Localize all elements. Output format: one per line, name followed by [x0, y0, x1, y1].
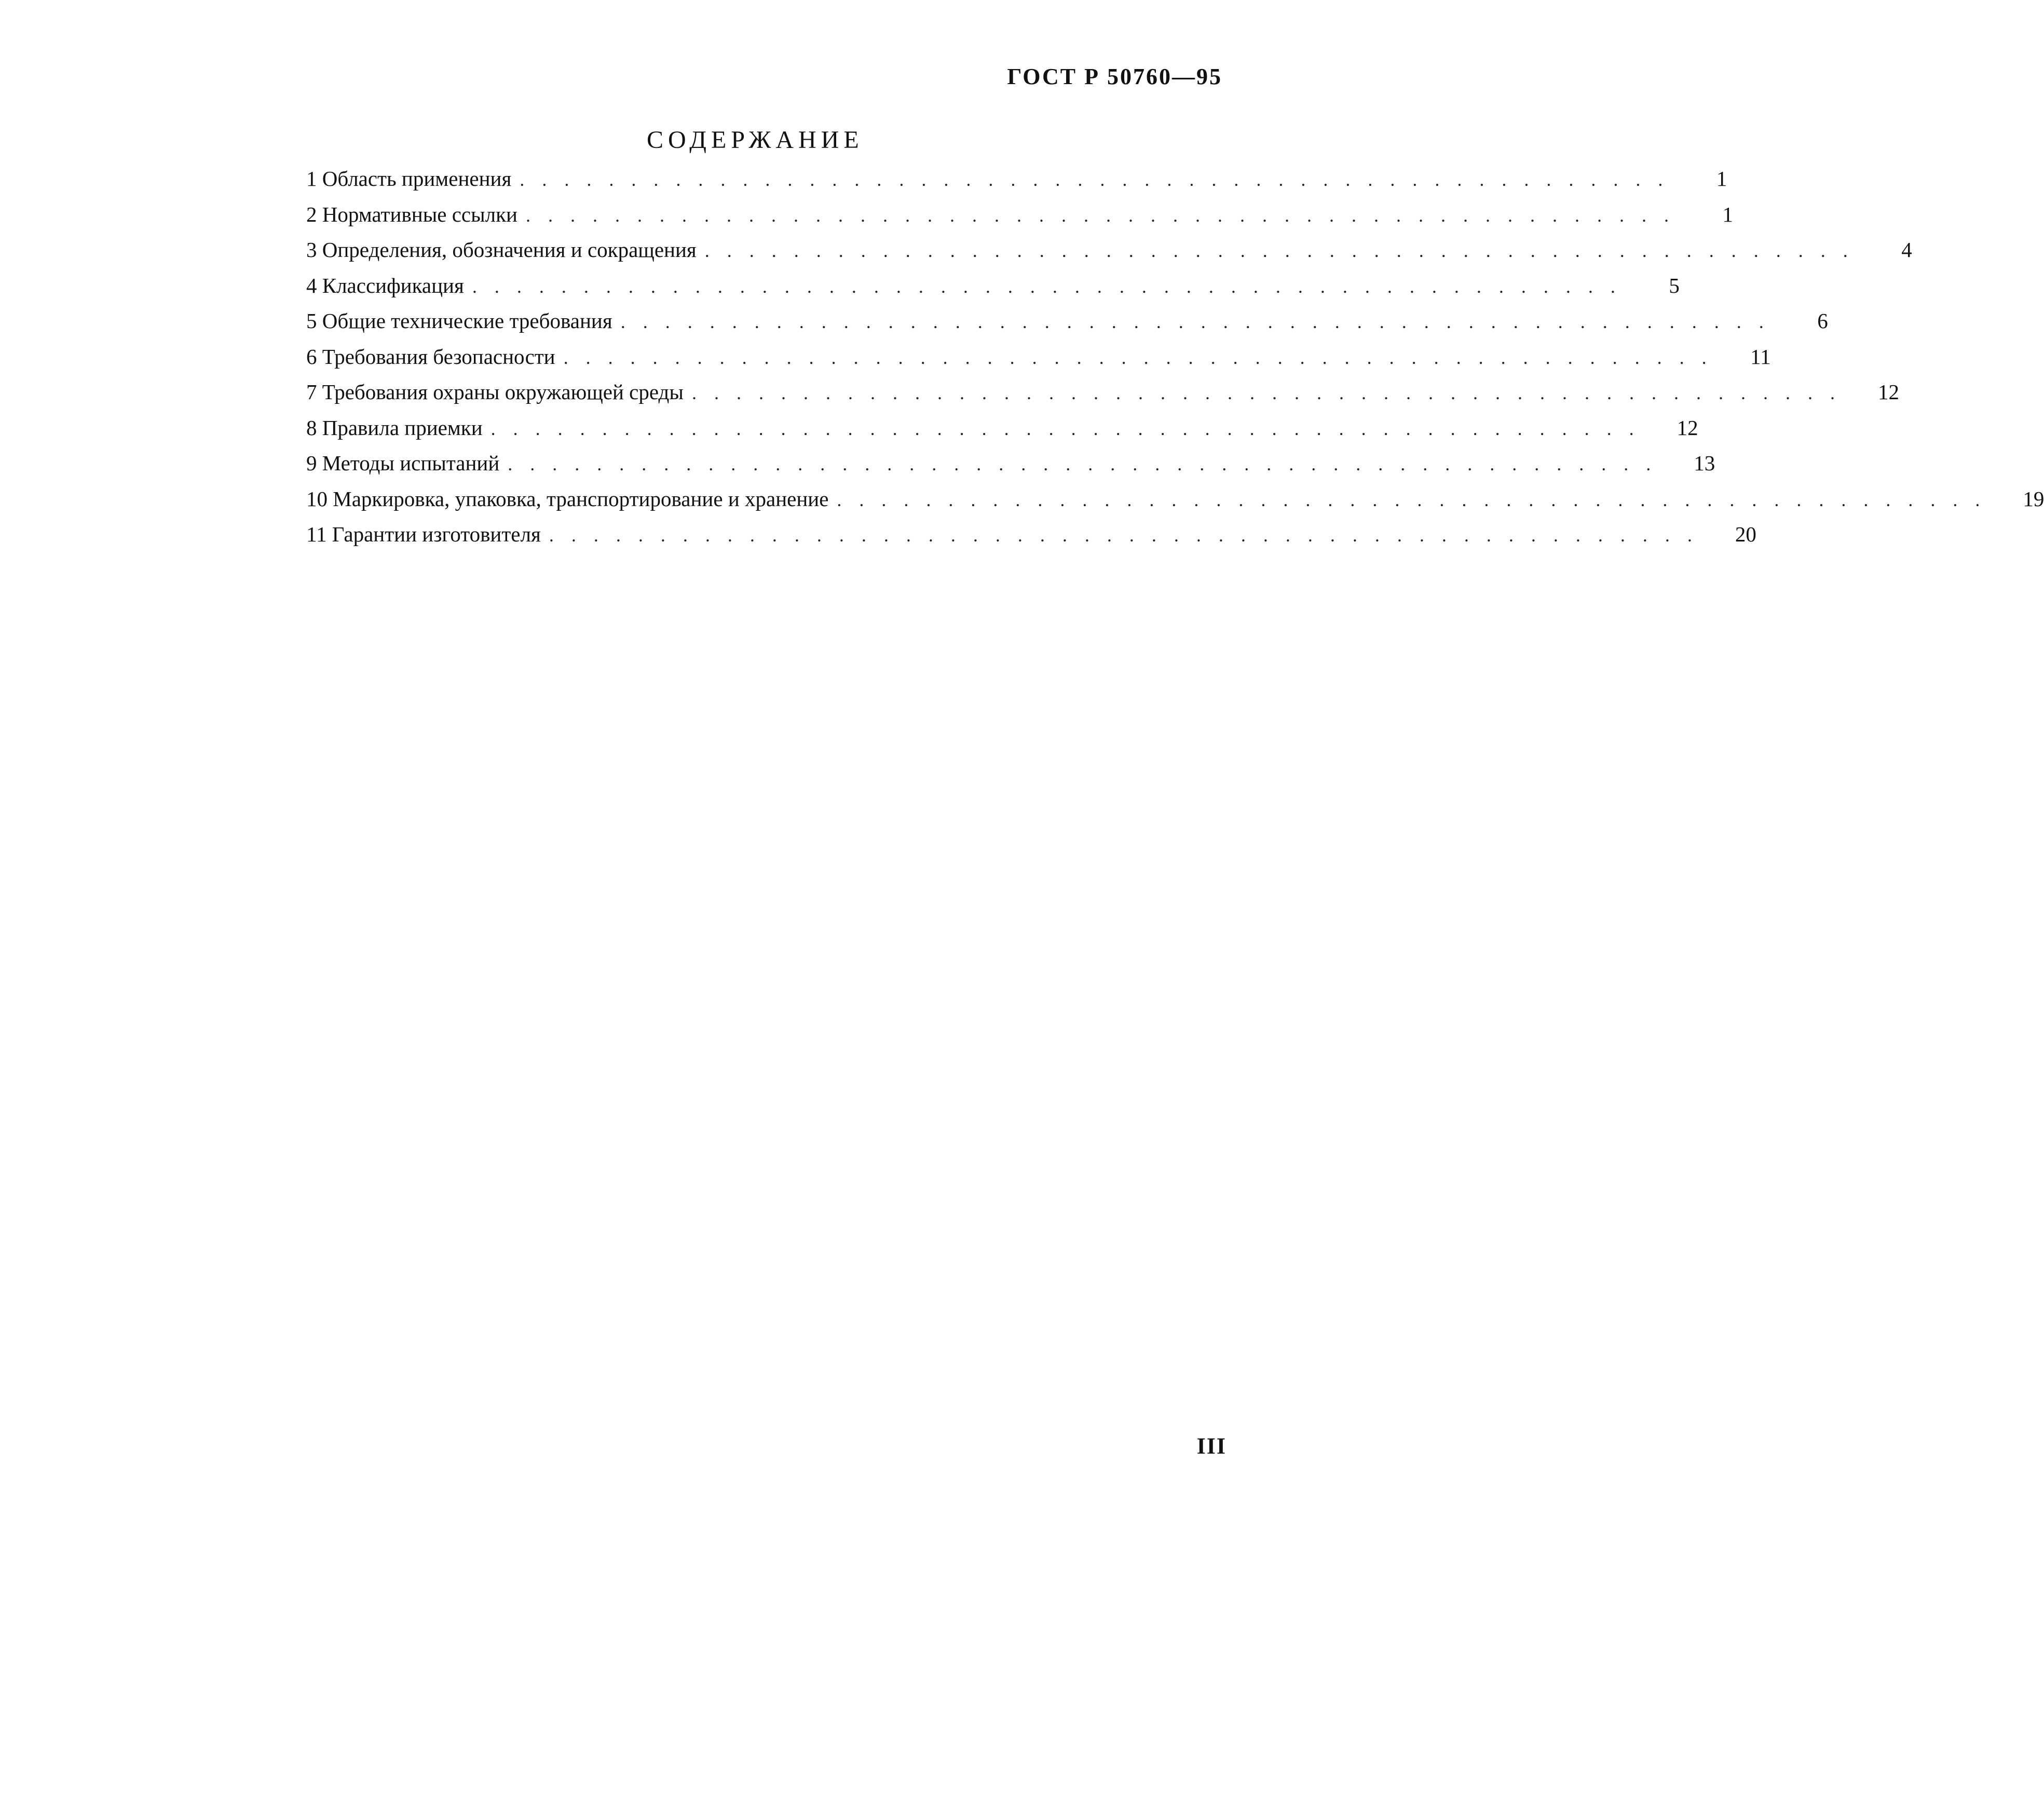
toc-entry-page: 5 [1669, 273, 1680, 297]
toc-entry-label: 7 Требования охраны окружающей среды [306, 380, 684, 404]
toc-leader-dots: .................................................... [525, 205, 1686, 226]
toc-entry-label: 5 Общие технические требования [306, 309, 612, 333]
toc-leader-dots: .................................................... [563, 347, 1724, 368]
toc-entry-page: 11 [1750, 344, 1771, 369]
toc-leader-dots: .................................................... [520, 169, 1681, 190]
toc-entry [306, 237, 1912, 273]
toc-leader-dots: .................................................... [508, 454, 1669, 474]
document-code: ГОСТ Р 50760—95 [1007, 64, 1222, 89]
toc-entry [306, 308, 1828, 344]
toc-entry-label: 2 Нормативные ссылки [306, 202, 517, 226]
toc-entry-label: 3 Определения, обозначения и сокращения [306, 238, 697, 262]
toc-entry-page: 1 [1716, 167, 1727, 191]
table-of-contents [306, 166, 2044, 558]
toc-leader-dots: .................................................... [549, 525, 1710, 546]
toc-entry-page: 19 [2023, 486, 2044, 511]
toc-leader-dots: .................................................... [620, 311, 1781, 332]
toc-entry [306, 486, 2044, 522]
toc-entry-label: 8 Правила приемки [306, 415, 483, 440]
toc-entry [306, 202, 1733, 238]
toc-leader-dots: .................................................... [691, 383, 1852, 403]
toc-entry-label: 6 Требования безопасности [306, 344, 555, 369]
toc-entry-label: 11 Гарантии изготовителя [306, 522, 541, 546]
toc-leader-dots: .................................................... [704, 240, 1865, 261]
toc-entry-page: 6 [1817, 309, 1828, 333]
toc-title: СОДЕРЖАНИЕ [647, 126, 864, 154]
toc-entry-label: 10 Маркировка, упаковка, транспортирование и хранение [306, 486, 829, 511]
toc-leader-dots: .................................................... [837, 489, 1998, 510]
toc-entry-page: 13 [1694, 451, 1715, 475]
toc-leader-dots: .................................................... [490, 418, 1652, 439]
toc-entry [306, 273, 1680, 309]
toc-entry-page: 4 [1901, 238, 1912, 262]
toc-leader-dots: .................................................... [472, 276, 1633, 297]
toc-entry-page: 12 [1677, 415, 1698, 440]
toc-entry [306, 379, 1899, 415]
toc-entry [306, 166, 1727, 202]
page-number: III [1196, 1433, 1227, 1459]
toc-entry [306, 522, 1756, 558]
toc-entry-page: 20 [1735, 522, 1756, 546]
toc-entry-page: 1 [1722, 202, 1733, 226]
toc-entry-label: 9 Методы испытаний [306, 451, 500, 475]
toc-entry [306, 415, 1698, 451]
toc-entry-page: 12 [1877, 380, 1899, 404]
toc-entry [306, 451, 1715, 486]
toc-entry [306, 344, 1771, 380]
toc-entry-label: 4 Классификация [306, 273, 464, 297]
toc-entry-label: 1 Область применения [306, 167, 512, 191]
